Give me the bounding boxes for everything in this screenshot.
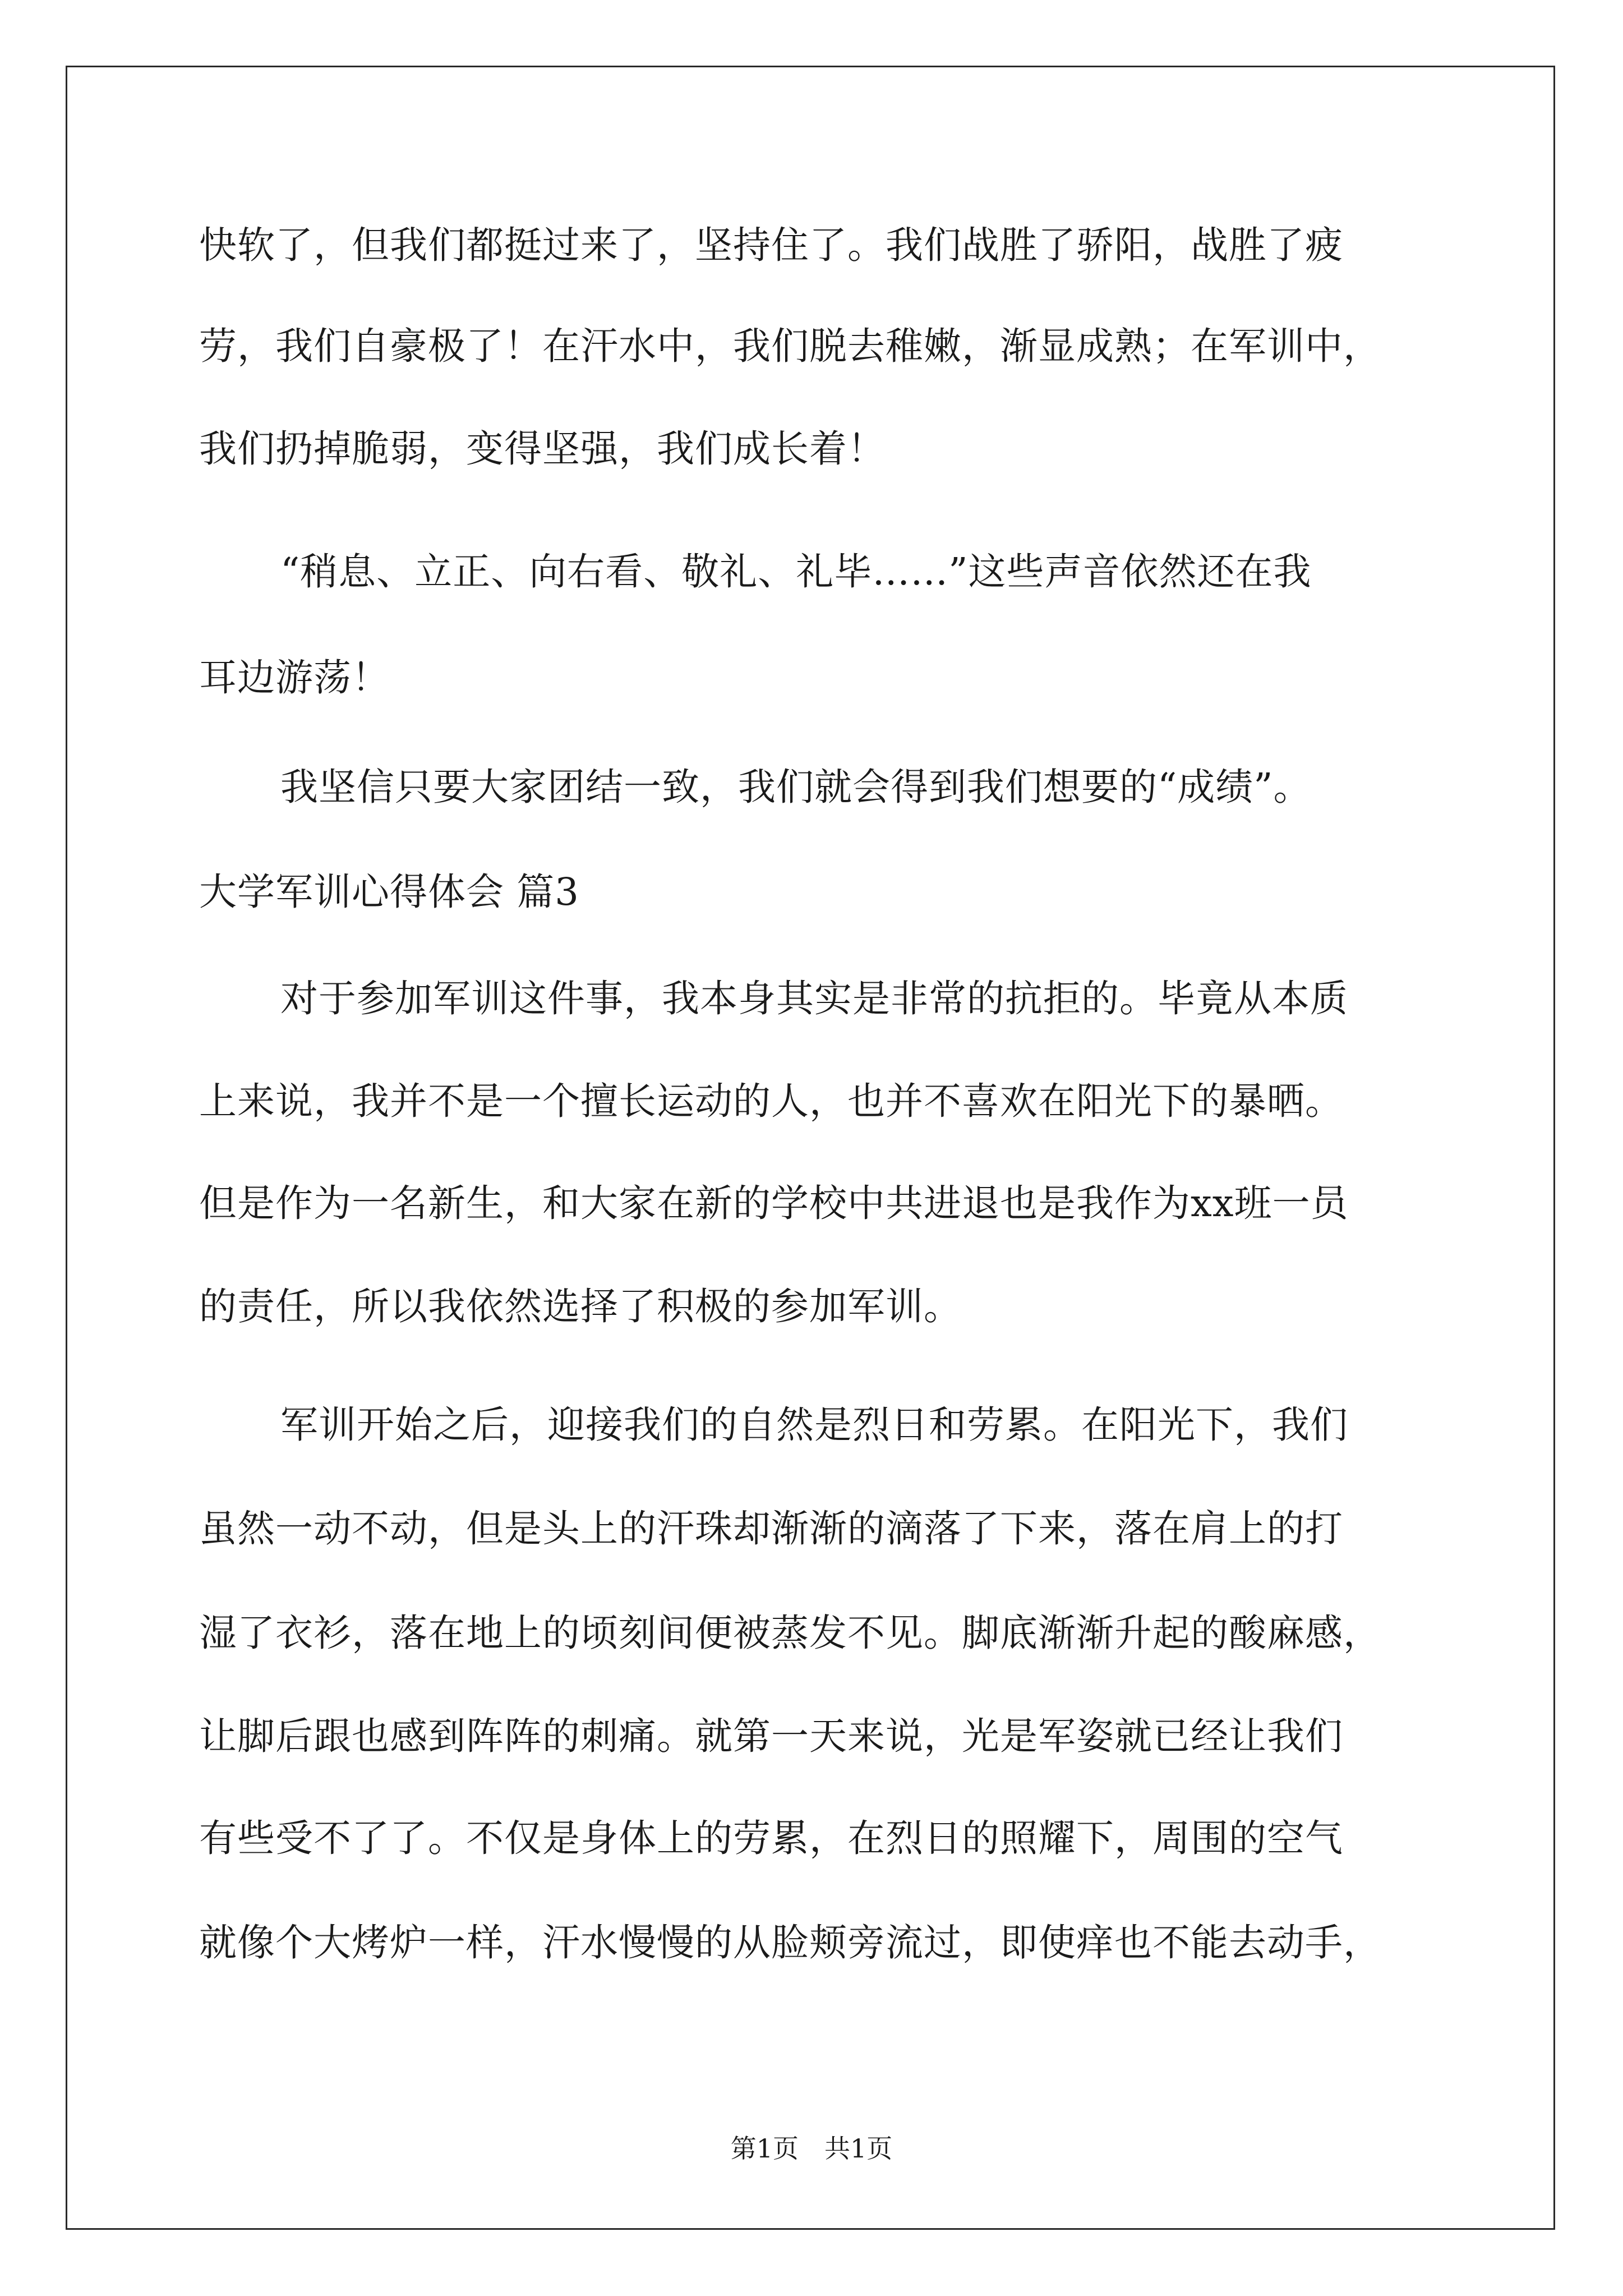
quote-line-2: 耳边游荡！ xyxy=(199,656,390,700)
body-line-1: 快软了，但我们都挺过来了，坚持住了。我们战胜了骄阳，战胜了疲 xyxy=(199,223,1343,267)
closing-line: 我坚信只要大家团结一致，我们就会得到我们想要的“成绩”。 xyxy=(280,765,1312,809)
para3-line-1: 对于参加军训这件事，我本身其实是非常的抗拒的。毕竟从本质 xyxy=(280,977,1348,1020)
para4-line-1: 军训开始之后，迎接我们的自然是烈日和劳累。在阳光下，我们 xyxy=(280,1403,1348,1447)
section-heading: 大学军训心得体会 篇3 xyxy=(199,870,579,914)
para4-line-5: 有些受不了了。不仅是身体上的劳累，在烈日的照耀下，周围的空气 xyxy=(199,1816,1343,1860)
para4-line-4: 让脚后跟也感到阵阵的刺痛。就第一天来说，光是军姿就已经让我们 xyxy=(199,1714,1343,1758)
quote-line-1: “稍息、立正、向右看、敬礼、礼毕……”这些声音依然还在我 xyxy=(280,550,1312,593)
para3-line-4: 的责任，所以我依然选择了积极的参加军训。 xyxy=(199,1285,962,1328)
para3-line-3: 但是作为一名新生，和大家在新的学校中共进退也是我作为xx班一员 xyxy=(199,1181,1349,1225)
para4-line-3: 湿了衣衫，落在地上的顷刻间便被蒸发不见。脚底渐渐升起的酸麻感， xyxy=(199,1611,1381,1655)
body-line-3: 我们扔掉脆弱，变得坚强，我们成长着！ xyxy=(199,427,886,471)
page-total: 共1页 xyxy=(824,2133,893,2164)
body-line-2: 劳，我们自豪极了！在汗水中，我们脱去稚嫩，渐显成熟；在军训中， xyxy=(199,324,1381,368)
page-number: 第1页 xyxy=(730,2133,799,2164)
para4-line-2: 虽然一动不动，但是头上的汗珠却渐渐的滴落了下来，落在肩上的打 xyxy=(199,1507,1343,1550)
para4-line-6: 就像个大烤炉一样，汗水慢慢的从脸颊旁流过，即使痒也不能去动手， xyxy=(199,1921,1381,1964)
para3-line-2: 上来说，我并不是一个擅长运动的人，也并不喜欢在阳光下的暴晒。 xyxy=(199,1079,1343,1123)
page-footer xyxy=(0,2132,1623,2165)
page-border xyxy=(66,66,1555,2230)
